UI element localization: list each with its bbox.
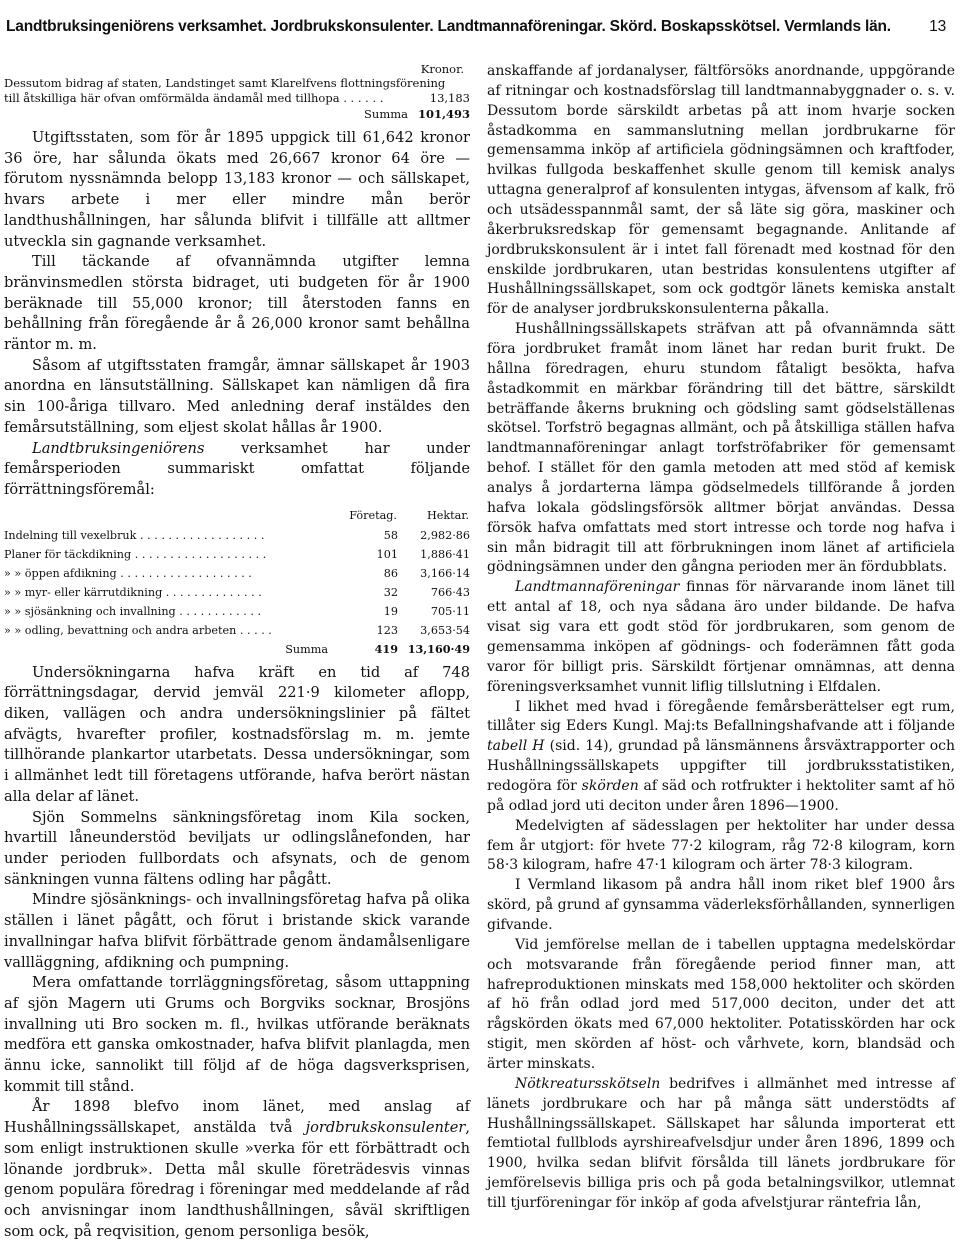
emphasis: Landtbruksingeniörens bbox=[32, 439, 205, 457]
paragraph: Sjön Sommelns sänkningsföretag inom Kila socken, hvartill låneunderstöd beviljats ur odlingslånefonden, har under perioden fullbordats och afsynats, och de genom sänkningen vunna fältens odling har pågått. bbox=[4, 808, 470, 888]
sum-hectares: 13,160·49 bbox=[407, 641, 470, 656]
row-projects: 19 bbox=[383, 604, 398, 618]
column-header-hectares: Hektar. bbox=[427, 508, 469, 522]
table-row bbox=[4, 526, 470, 545]
summa-row bbox=[4, 106, 470, 122]
text-span: , som enligt instruktionen skulle »verka för ett förbättradt och lönande jordbruk». Detta mål skulle företrädesvis vinnas genom populära föredrag i föreningar med meddelande af råd och anvisningar inom landthushållningen, såväl skriftligen som ock, på reqvisition, genom personliga besök, bbox=[4, 1119, 470, 1240]
row-label: Planer för täckdikning . . . . . . . . . . . . . . . . . . . bbox=[4, 547, 267, 561]
page-number: 13 bbox=[929, 18, 946, 35]
intro-line-1: Dessutom bidrag af staten, Landstinget samt Klarelfvens flottningsförening bbox=[4, 76, 446, 90]
table-row bbox=[4, 564, 470, 583]
row-projects: 32 bbox=[383, 585, 398, 599]
left-column bbox=[4, 62, 470, 1242]
paragraph bbox=[487, 698, 955, 817]
paragraph: Vid jemförelse mellan de i tabellen upptagna medelskördar och motsvarande från föregående period finner man, att hafreproduktionen minskats med 158,000 hektoliter och skörden af hö från odlad jord med 517,000 deciton, under det att rågskörden ökats med 67,000 hektoliter. Potatisskörden har ock stigit, men skörden af höst- och vårhvete, korn, blandsäd och ärter minskats. bbox=[487, 936, 955, 1072]
summa-value: 101,493 bbox=[417, 107, 470, 121]
row-hectares: 1,886·41 bbox=[420, 547, 470, 561]
paragraph bbox=[487, 578, 955, 697]
row-hectares: 766·43 bbox=[430, 585, 470, 599]
paragraph: anskaffande af jordanalyser, fältförsöks anordnande, uppgörande af ritningar och kostnadsförslag till landtmannabyggnader o. s. v. Dessutom borde särskildt arbetas på att inom hvarje socken åstadkomma en sammanslutning mellan jordbrukarne för gemensamma inköp af artificiela gödningsämnen och kraftfoder, hvilkas fullgoda beskaffenhet skulle genom till kemisk analys uttagna generalprof af konsulenten intygas, äfvensom af kalk, frö och utsädesspannmål samt, der så läte sig göra, maskiner och åkerbruksredskap för gemensamt begagnande. Anlitande af jordbrukskonsulent är i intet fall förenadt med kostnad för den enskilde jordbrukaren, utan bestridas konsulentens utgifter af Hushållningssällskapet, som ock godtgör länets kemiska anstalt för de analyser jordbrukskonsulenterna påkalla. bbox=[487, 63, 955, 318]
row-label: » » odling, bevattning och andra arbeten . . . . . bbox=[4, 623, 272, 637]
row-projects: 101 bbox=[376, 547, 398, 561]
row-label: » » sjösänkning och invallning . . . . . . . . . . . . bbox=[4, 604, 262, 618]
column-header-projects: Företag. bbox=[349, 508, 397, 522]
table-row bbox=[4, 583, 470, 602]
right-column bbox=[487, 62, 955, 1214]
text-span: I likhet med hvad i föregående femårsberättelser egt rum, tillåter sig Eders Kungl. Maj:ts Befallningshafvande att i följande bbox=[487, 698, 955, 735]
row-label: » » myr- eller kärrutdikning . . . . . . . . . . . . . . bbox=[4, 585, 262, 599]
emphasis: Nötkreatursskötseln bbox=[515, 1075, 661, 1092]
row-label: Indelning till vexelbruk . . . . . . . . . . . . . . . . . . bbox=[4, 528, 265, 542]
paragraph bbox=[4, 439, 470, 501]
paragraph: Såsom af utgiftsstaten framgår, ämnar sällskapet år 1903 anordna en länsutställning. Sällskapet kan nämligen då fira sin 100-åriga tillvaro. Med anledning deraf instäldes den femårsutställning, som eljest skolat hållas år 1900. bbox=[4, 356, 470, 436]
row-projects: 58 bbox=[383, 528, 398, 542]
text-span: finnas för närvarande inom länet till ett antal af 18, och nya sådana äro under bildande. De hafva visat sig vara ett godt stöd för jordbrukaren, som genom de gemensamma inköpen af gödnings- och foderämnen fått goda varor för billigt pris. Särskildt förtjenar omnämnas, att denna föreningsverksamhet vunnit liflig tillslutning i Elfdalen. bbox=[487, 579, 955, 695]
intro-total-row bbox=[4, 91, 470, 106]
text-span: (sid. 14), grundad på länsmännens årsväxtrapporter och Hushållningssällskapets uppgifter till jordbruksstatistiken, redogöra för bbox=[487, 738, 955, 794]
paragraph: Till täckande af ofvannämnda utgifter lemna bränvinsmedlen största bidraget, uti budgeten för år 1900 beräknade till 55,000 kronor; till återstoden fanns en behållning från föregående år å 26,000 kronor samt behållna räntor m. m. bbox=[4, 253, 470, 354]
emphasis: skörden bbox=[581, 777, 639, 794]
paragraph bbox=[487, 1075, 955, 1214]
paragraph: Mindre sjösänknings- och invallningsföretag hafva på olika ställen i länet pågått, och förut i bristande skick varande invallningar hafva blifvit förbättrade genom ändamålsenligare vallläggning, afdikning och pumpning. bbox=[4, 891, 470, 971]
text-span: verksamhet har under femårsperioden summariskt omfattat följande förrättningsföremål: bbox=[4, 439, 470, 498]
row-label: » » öppen afdikning . . . . . . . . . . . . . . . . . . . bbox=[4, 566, 252, 580]
row-hectares: 3,166·14 bbox=[420, 566, 470, 580]
emphasis: Landtmannaföreningar bbox=[515, 579, 680, 596]
paragraph: I Vermland likasom på andra håll inom riket blef 1900 års skörd, på grund af gynsamma väderleksförhållanden, synnerligen gifvande. bbox=[487, 877, 955, 933]
table-row bbox=[4, 545, 470, 564]
row-hectares: 2,982·86 bbox=[420, 528, 470, 542]
header-title: Landtbruksingeniörens verksamhet. Jordbrukskonsulenter. Landtmannaföreningar. Skörd. Boskapsskötsel. Vermlands län. bbox=[6, 18, 891, 35]
table-row bbox=[4, 621, 470, 640]
table-row bbox=[4, 602, 470, 621]
row-hectares: 705·11 bbox=[430, 604, 470, 618]
emphasis: jordbrukskonsulenter bbox=[305, 1119, 466, 1137]
paragraph bbox=[4, 1097, 470, 1242]
text-span: År 1898 blefvo inom länet, med anslag af Hushållningssällskapet, anstälda två bbox=[4, 1098, 470, 1137]
intro-line-2: till åtskilliga här ofvan omförmälda ändamål med tillhopa . . . . . . bbox=[4, 91, 384, 105]
paragraph: Hushållningssällskapets sträfvan att på ofvannämnda sätt föra jordbruket framåt inom länet har redan burit frukt. De hållna föredragen, ehuru stundom fåtaligt besökta, hafva åstadkommit en märkbar förändring till det bättre, särskildt beträffande åkerns brukning och gödsling samt gödselställenas skötsel. Torfströ begagnas allmänt, och på åtskilliga ställen hafva landtmannaföreningar anlagt torfströfabriker för gemensamt behof. I stället för den gamla metoden att med stöd af kemisk analys å jordarterna lämpa gödselmedels tillförande å jorden hafva lokala gödslingsförsök alltmer börjat användas. Dessa försök hafva omfattats med stort intresse och torde nog hafva i sin mån bidragit till att förbrukningen inom länet af artificiela gödningsämnen under den gångna perioden mer än fördubblats. bbox=[487, 321, 955, 576]
sum-projects: 419 bbox=[374, 641, 398, 656]
paragraph: Mera omfattande torrläggningsföretag, såsom uttappning af sjön Magern uti Grums och Borgviks socknar, Brosjöns invallning uti Bro socken m. fl., hvilkas utförande beräknats medföra ett ganska omkostnader, hafva blifvit planlagda, men ännu icke, sannolikt till följd af de höga dagsverksprisen, kommit till stånd. bbox=[4, 974, 470, 1095]
text-span: bedrifves i allmänhet med intresse af länets jordbrukare och har på många sätt understödts af Hushållningssällskapet. Sällskapet har sålunda importerat ett femtiotal fullblods ayrshireafvelsdjur under åren 1896, 1899 och 1900, hvilka sedan blifvit försålda till länets jordbrukare för jemförelsevis billiga pris och på goda betalningsvilkor, utlemnat till tjurföreningar för inköp af goda afvelstjurar räntefria lån, bbox=[487, 1075, 955, 1211]
summa-label: Summa bbox=[364, 107, 408, 121]
running-header bbox=[6, 18, 946, 44]
works-table bbox=[4, 505, 470, 659]
text-span: af säd och rotfrukter i hektoliter samt af hö på odlad jord uti deciton under åren 1896—1900. bbox=[487, 777, 955, 814]
table-sum-row bbox=[4, 640, 470, 659]
intro-value: 13,183 bbox=[429, 91, 470, 105]
row-hectares: 3,653·54 bbox=[420, 623, 470, 637]
kronor-label: Kronor. bbox=[420, 62, 464, 76]
paragraph: Utgiftsstaten, som för år 1895 uppgick till 61,642 kronor 36 öre, har sålunda ökats med 26,667 kronor 64 öre — förutom nyssnämnda belopp 13,183 kronor — och sällskapet, hvars arbete i mer eller mindre mån berör landthushållningen, har sålunda blifvit i tillfälle att alltmer utveckla sin gagnande verksamhet. bbox=[4, 129, 470, 250]
sum-label: Summa bbox=[285, 642, 328, 656]
paragraph: Medelvigten af sädesslagen per hektoliter har under dessa fem år utgjort: för hvete 77·2 kilogram, råg 72·8 kilogram, korn 58·3 kilogram, hafre 47·1 kilogram och ärter 78·3 kilogram. bbox=[487, 817, 955, 874]
row-projects: 86 bbox=[383, 566, 398, 580]
emphasis: tabell H bbox=[487, 738, 545, 755]
paragraph: Undersökningarna hafva kräft en tid af 748 förrättningsdagar, dervid jemväl 221·9 kilometer aflopp, diken, vallägen och andra undersökningslinier på fältet afvägts, hvarefter profiler, kostnadsförslag m. m. jemte tillhörande plankartor utarbetats. Dessa undersökningar, som i allmänhet ledt till företagens utförande, hafva berört nästan alla delar af länet. bbox=[4, 663, 470, 805]
row-projects: 123 bbox=[376, 623, 398, 637]
